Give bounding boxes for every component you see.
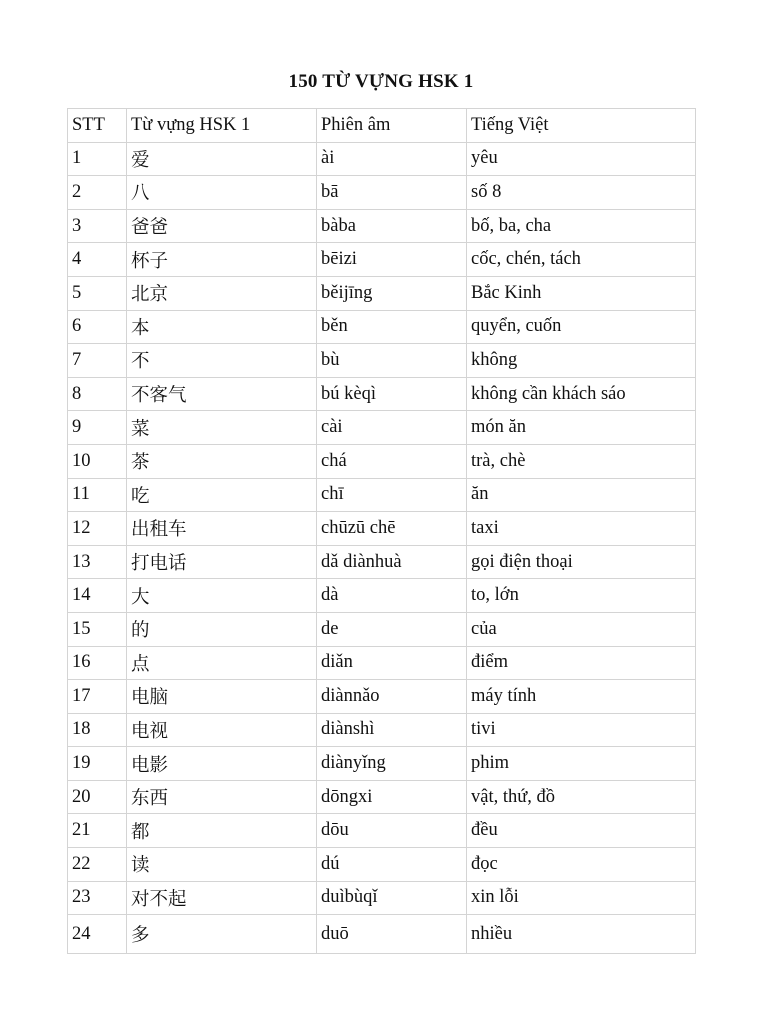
table-row (68, 444, 696, 478)
cell-meaning: món ăn (467, 411, 696, 445)
cell-word: 茶 (127, 444, 317, 478)
cell-stt: 20 (68, 780, 127, 814)
cell-meaning: to, lớn (467, 579, 696, 613)
cell-stt: 9 (68, 411, 127, 445)
cell-meaning: cốc, chén, tách (467, 243, 696, 277)
cell-word: 的 (127, 612, 317, 646)
cell-stt: 6 (68, 310, 127, 344)
cell-pinyin: chūzū chē (317, 512, 467, 546)
cell-pinyin: diǎn (317, 646, 467, 680)
table-row (68, 545, 696, 579)
cell-stt: 19 (68, 747, 127, 781)
table-row (68, 512, 696, 546)
cell-pinyin: diànnǎo (317, 680, 467, 714)
cell-meaning: nhiều (467, 915, 696, 954)
cell-word: 电视 (127, 713, 317, 747)
cell-pinyin: bā (317, 176, 467, 210)
vocabulary-table (67, 108, 696, 954)
cell-pinyin: dōngxi (317, 780, 467, 814)
cell-pinyin: dǎ diànhuà (317, 545, 467, 579)
cell-pinyin: chī (317, 478, 467, 512)
table-row (68, 377, 696, 411)
cell-word: 都 (127, 814, 317, 848)
table-row (68, 814, 696, 848)
cell-meaning: số 8 (467, 176, 696, 210)
table-row (68, 142, 696, 176)
cell-meaning: gọi điện thoại (467, 545, 696, 579)
table-row (68, 209, 696, 243)
cell-word: 对不起 (127, 881, 317, 915)
header-word: Từ vựng HSK 1 (127, 109, 317, 143)
cell-stt: 15 (68, 612, 127, 646)
table-row (68, 243, 696, 277)
cell-word: 菜 (127, 411, 317, 445)
cell-meaning: taxi (467, 512, 696, 546)
table-row (68, 680, 696, 714)
cell-meaning: bố, ba, cha (467, 209, 696, 243)
table-row (68, 344, 696, 378)
cell-meaning: vật, thứ, đồ (467, 780, 696, 814)
cell-stt: 24 (68, 915, 127, 954)
cell-word: 本 (127, 310, 317, 344)
table-row (68, 915, 696, 954)
cell-word: 多 (127, 915, 317, 954)
cell-word: 打电话 (127, 545, 317, 579)
cell-stt: 21 (68, 814, 127, 848)
cell-pinyin: dōu (317, 814, 467, 848)
cell-meaning: đọc (467, 848, 696, 882)
cell-meaning: trà, chè (467, 444, 696, 478)
cell-word: 爱 (127, 142, 317, 176)
cell-stt: 17 (68, 680, 127, 714)
cell-word: 不 (127, 344, 317, 378)
table-row (68, 881, 696, 915)
cell-pinyin: diànyǐng (317, 747, 467, 781)
cell-word: 爸爸 (127, 209, 317, 243)
cell-pinyin: dú (317, 848, 467, 882)
cell-stt: 1 (68, 142, 127, 176)
table-row (68, 747, 696, 781)
cell-stt: 10 (68, 444, 127, 478)
table-row (68, 276, 696, 310)
cell-pinyin: běijīng (317, 276, 467, 310)
cell-stt: 3 (68, 209, 127, 243)
header-meaning: Tiếng Việt (467, 109, 696, 143)
page-title: 150 TỪ VỰNG HSK 1 (288, 71, 474, 92)
cell-meaning: quyển, cuốn (467, 310, 696, 344)
cell-stt: 4 (68, 243, 127, 277)
cell-pinyin: bú kèqì (317, 377, 467, 411)
cell-meaning: máy tính (467, 680, 696, 714)
table-body (68, 142, 696, 954)
cell-stt: 16 (68, 646, 127, 680)
cell-meaning: phim (467, 747, 696, 781)
cell-pinyin: duìbùqǐ (317, 881, 467, 915)
cell-stt: 13 (68, 545, 127, 579)
cell-pinyin: dà (317, 579, 467, 613)
cell-word: 出租车 (127, 512, 317, 546)
cell-meaning: của (467, 612, 696, 646)
cell-pinyin: chá (317, 444, 467, 478)
cell-meaning: không cần khách sáo (467, 377, 696, 411)
cell-stt: 5 (68, 276, 127, 310)
cell-pinyin: bù (317, 344, 467, 378)
header-stt: STT (68, 109, 127, 143)
cell-word: 东西 (127, 780, 317, 814)
cell-stt: 11 (68, 478, 127, 512)
cell-word: 电脑 (127, 680, 317, 714)
cell-pinyin: ài (317, 142, 467, 176)
cell-word: 杯子 (127, 243, 317, 277)
cell-word: 读 (127, 848, 317, 882)
cell-stt: 23 (68, 881, 127, 915)
cell-word: 北京 (127, 276, 317, 310)
table-row (68, 780, 696, 814)
cell-word: 大 (127, 579, 317, 613)
table-row (68, 411, 696, 445)
table-row (68, 713, 696, 747)
cell-meaning: không (467, 344, 696, 378)
cell-stt: 12 (68, 512, 127, 546)
cell-meaning: yêu (467, 142, 696, 176)
cell-meaning: đều (467, 814, 696, 848)
table-row (68, 646, 696, 680)
cell-meaning: Bắc Kinh (467, 276, 696, 310)
cell-stt: 18 (68, 713, 127, 747)
cell-word: 点 (127, 646, 317, 680)
cell-stt: 8 (68, 377, 127, 411)
cell-meaning: điểm (467, 646, 696, 680)
cell-pinyin: běn (317, 310, 467, 344)
table-row (68, 176, 696, 210)
cell-pinyin: diànshì (317, 713, 467, 747)
cell-pinyin: duō (317, 915, 467, 954)
cell-word: 不客气 (127, 377, 317, 411)
cell-pinyin: bēizi (317, 243, 467, 277)
cell-stt: 2 (68, 176, 127, 210)
table-row (68, 310, 696, 344)
cell-word: 吃 (127, 478, 317, 512)
cell-word: 八 (127, 176, 317, 210)
header-pinyin: Phiên âm (317, 109, 467, 143)
table-row (68, 478, 696, 512)
cell-stt: 7 (68, 344, 127, 378)
cell-meaning: ăn (467, 478, 696, 512)
cell-meaning: xin lỗi (467, 881, 696, 915)
cell-word: 电影 (127, 747, 317, 781)
cell-pinyin: cài (317, 411, 467, 445)
cell-stt: 22 (68, 848, 127, 882)
table-header-row (68, 109, 696, 143)
cell-meaning: tivi (467, 713, 696, 747)
table-row (68, 579, 696, 613)
table-row (68, 612, 696, 646)
cell-pinyin: bàba (317, 209, 467, 243)
cell-pinyin: de (317, 612, 467, 646)
table-row (68, 848, 696, 882)
cell-stt: 14 (68, 579, 127, 613)
